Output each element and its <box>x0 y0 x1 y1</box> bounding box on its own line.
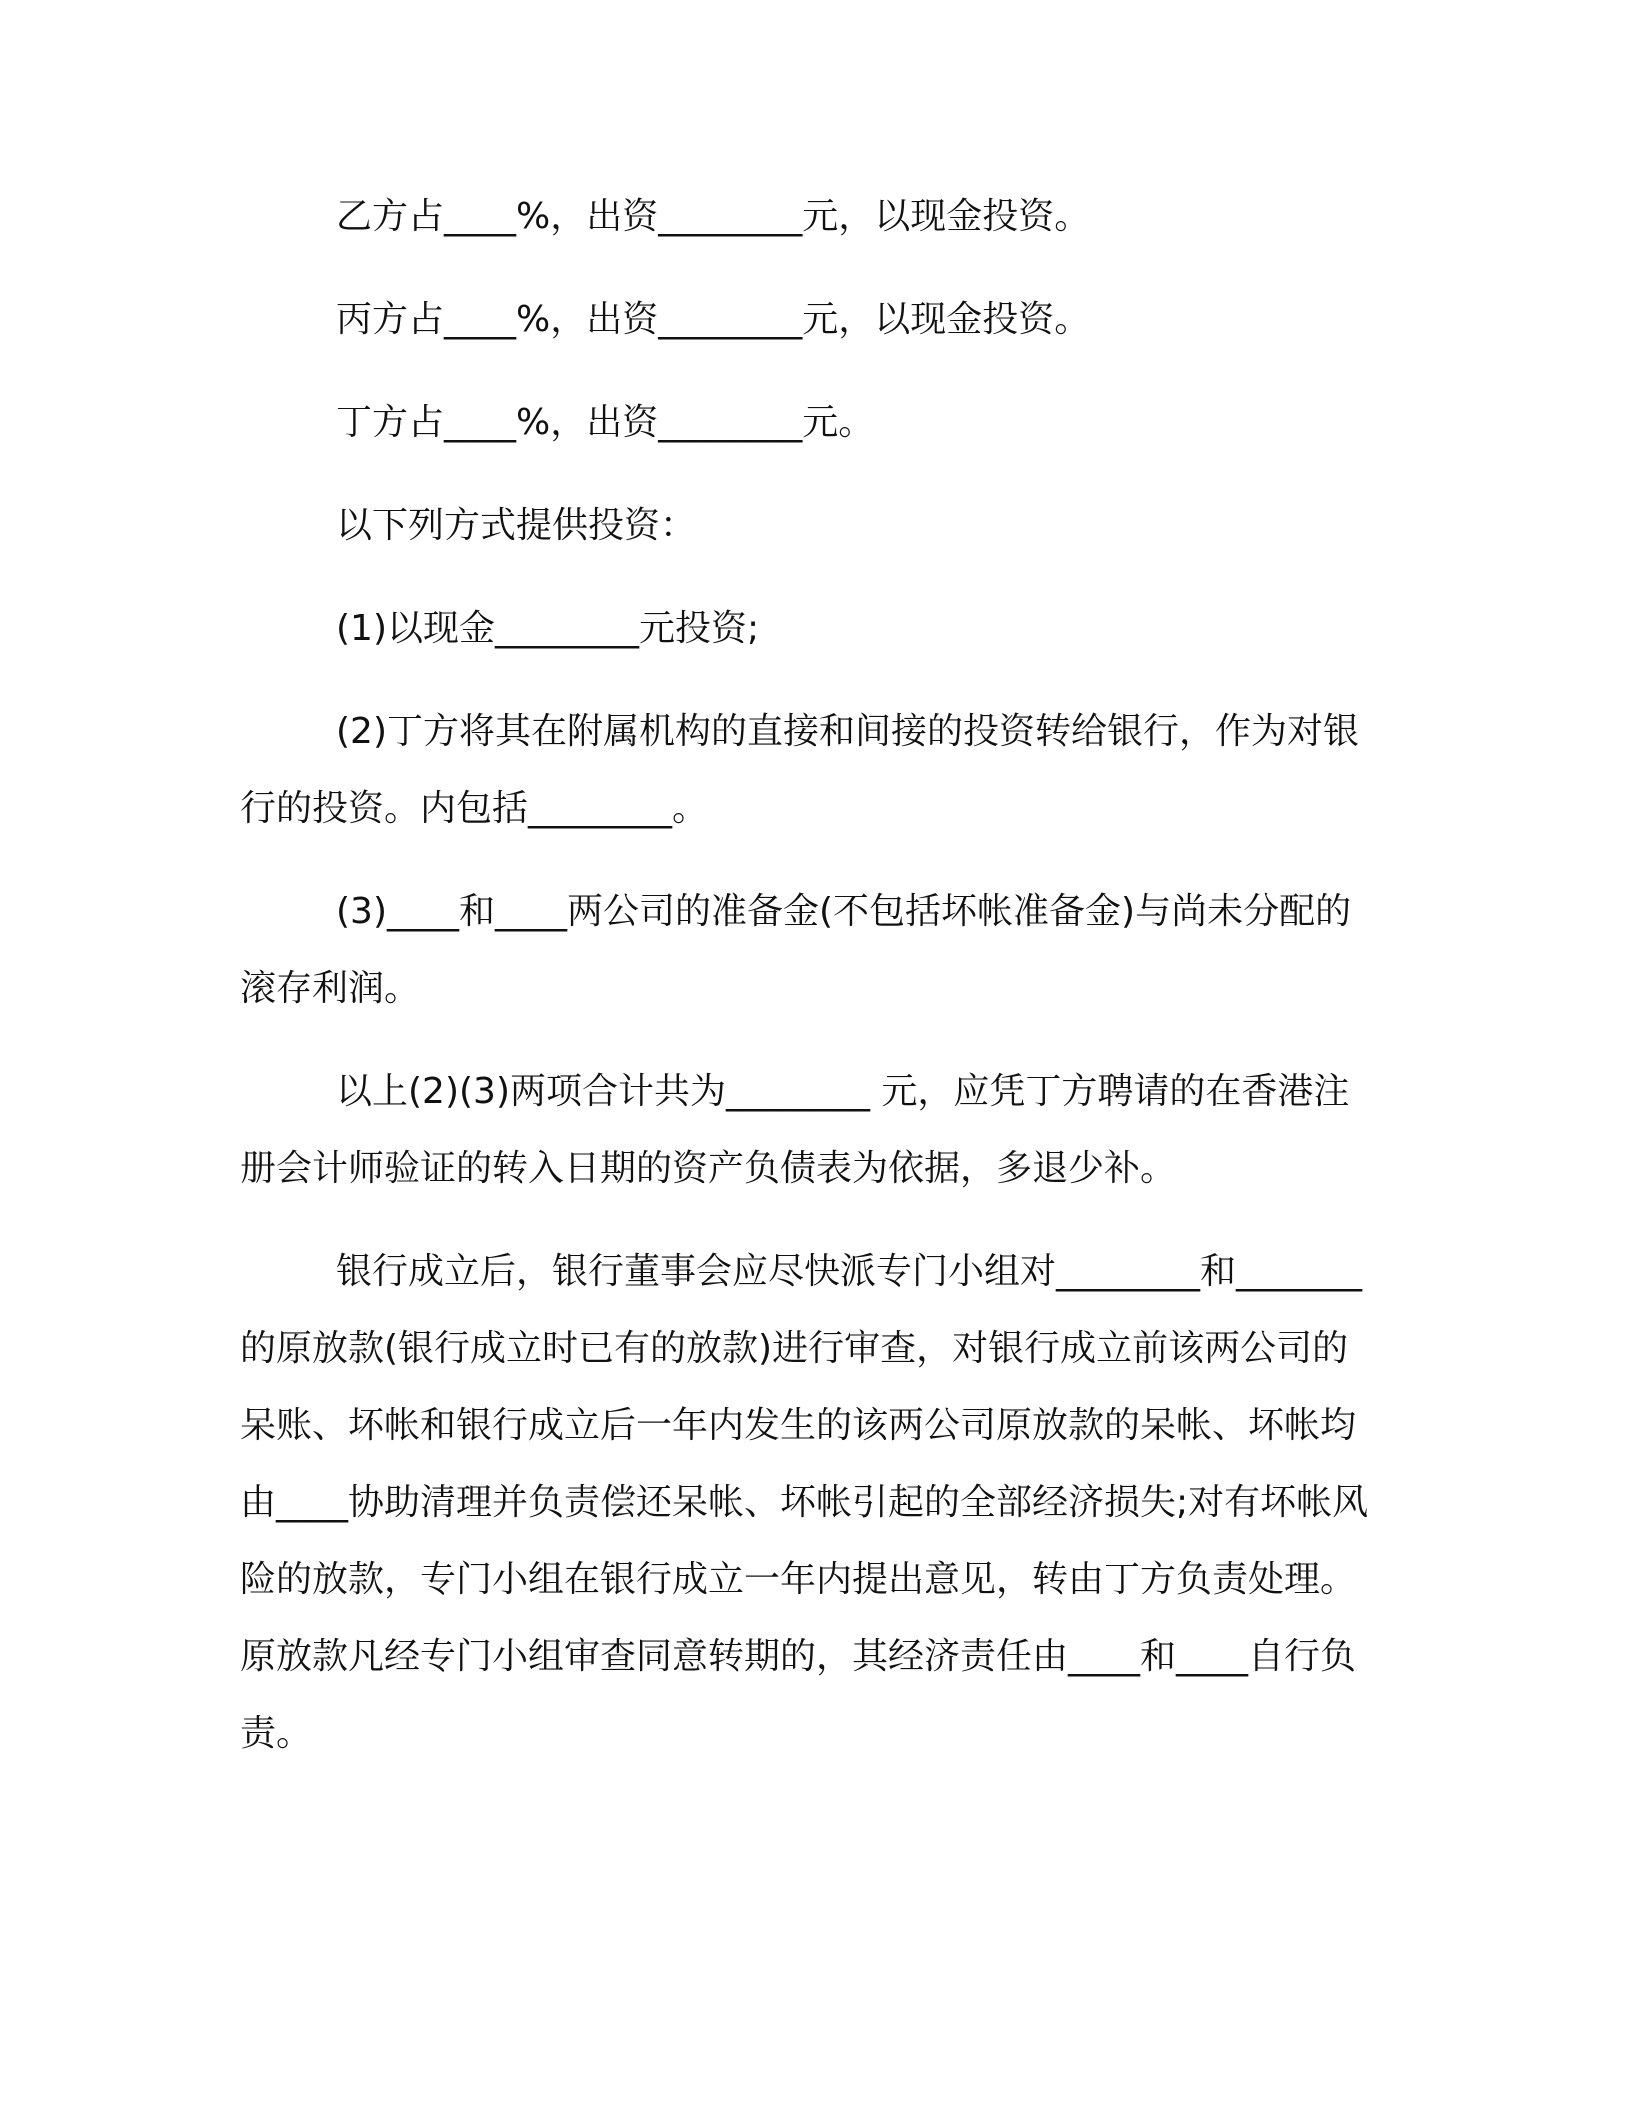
paragraph-party-b-investment: 乙方占____%，出资________元，以现金投资。 <box>336 196 1091 237</box>
paragraph-loan-review: 银行成立后，银行董事会应尽快派专门小组对________和_______的原放款(银行成立时已有的放款)进行审查，对银行成立前该两公司的呆账、坏帐和银行成立后一年内发生的该两公司原放款的呆帐、坏帐均由____协助清理并负责偿还呆帐、坏帐引起的全部经济损失;对有坏帐风险的放款，专门小组在银行成立一年内提出意见，转由丁方负责处理。原放款凡经专门小组审查同意转期的，其经济责任由____和____自行负责。 <box>240 1251 1369 1754</box>
paragraph-investment-methods-heading: 以下列方式提供投资： <box>336 505 697 546</box>
paragraph-item-1-cash: (1)以现金________元投资; <box>336 608 760 649</box>
paragraph-party-c-investment: 丙方占____%，出资________元，以现金投资。 <box>336 299 1091 340</box>
document-body <box>240 178 1380 1798</box>
paragraph-party-d-investment: 丁方占____%，出资________元。 <box>336 402 875 443</box>
paragraph-total-amount: 以上(2)(3)两项合计共为________ 元，应凭丁方聘请的在香港注册会计师验证的转入日期的资产负债表为依据，多退少补。 <box>240 1071 1350 1189</box>
paragraph-item-2-transfer: (2)丁方将其在附属机构的直接和间接的投资转给银行，作为对银行的投资。内包括________。 <box>240 711 1359 829</box>
paragraph-item-3-reserves: (3)____和____两公司的准备金(不包括坏帐准备金)与尚未分配的滚存利润。 <box>240 891 1352 1009</box>
